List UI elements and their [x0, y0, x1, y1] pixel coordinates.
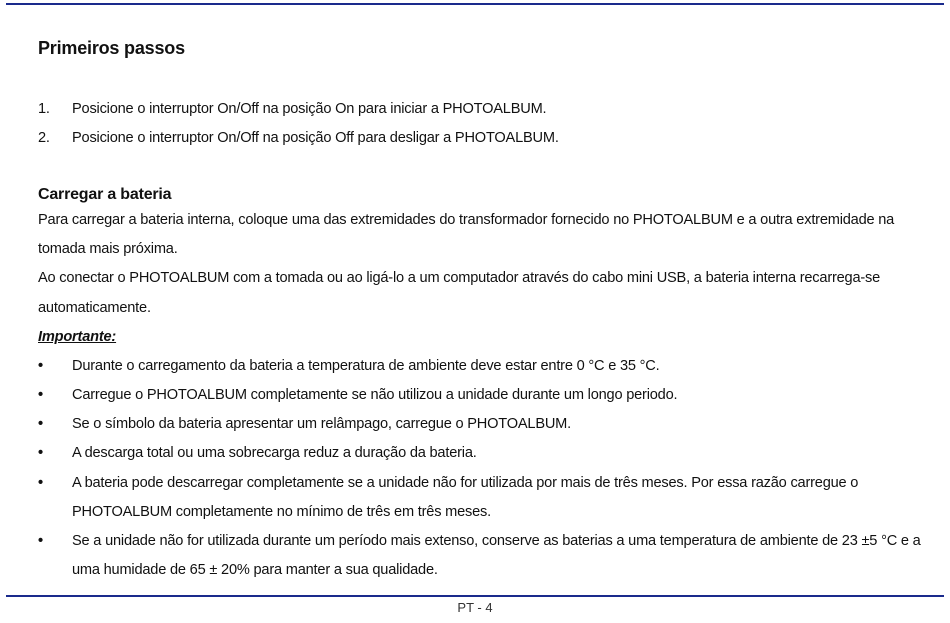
- list-item: [38, 527, 943, 585]
- top-rule: [6, 3, 944, 5]
- step-text: Posicione o interruptor On/Off na posição Off para desligar a PHOTOALBUM.: [72, 130, 559, 146]
- bullet-icon: •: [38, 533, 43, 550]
- bullet-icon: •: [38, 387, 43, 404]
- important-label: Importante:: [38, 328, 117, 345]
- important-list: [38, 352, 943, 586]
- bullet-text: Carregue o PHOTOALBUM completamente se não utilizou a unidade durante um longo periodo.: [72, 387, 678, 404]
- page-content: [38, 36, 943, 585]
- heading-carregar-bateria: Carregar a bateria: [38, 186, 172, 203]
- bullet-icon: •: [38, 416, 43, 433]
- list-item: [38, 95, 943, 124]
- bullet-text: Durante o carregamento da bateria a temperatura de ambiente deve estar entre 0 °C e 35 °C.: [72, 357, 660, 374]
- step-number: 2.: [38, 130, 50, 146]
- battery-section: [38, 184, 943, 585]
- step-text: Posicione o interruptor On/Off na posição On para iniciar a PHOTOALBUM.: [72, 101, 547, 117]
- paragraph-charging: Para carregar a bateria interna, coloque uma das extremidades do transformador fornecido no PHOTOALBUM e a outra extremidade na tomada mais próxima.: [38, 212, 895, 258]
- bullet-icon: •: [38, 474, 43, 491]
- list-item: [38, 469, 943, 527]
- list-item: [38, 352, 943, 381]
- heading-primeiros-passos: Primeiros passos: [38, 38, 185, 58]
- steps-list: [38, 95, 943, 153]
- step-number: 1.: [38, 101, 50, 117]
- bullet-text: A bateria pode descarregar completamente se a unidade não for utilizada por mais de três meses. Por essa razão carregue o PHOTOALBUM completamente no mínimo de três em três meses.: [72, 474, 859, 520]
- list-item: [38, 381, 943, 410]
- list-item: [38, 124, 943, 153]
- bullet-text: Se o símbolo da bateria apresentar um relâmpago, carregue o PHOTOALBUM.: [72, 416, 571, 433]
- list-item: [38, 410, 943, 439]
- paragraph-usb: Ao conectar o PHOTOALBUM com a tomada ou ao ligá-lo a um computador através do cabo mini USB, a bateria interna recarrega-se automaticamente.: [38, 270, 881, 316]
- page-number: PT - 4: [457, 600, 493, 615]
- bullet-icon: •: [38, 445, 43, 462]
- bullet-text: Se a unidade não for utilizada durante um período mais extenso, conserve as baterias a uma temperatura de ambiente de 23 ±5 °C e a uma humidade de 65 ± 20% para manter a sua qualidade.: [72, 533, 921, 579]
- list-item: [38, 439, 943, 468]
- bullet-icon: •: [38, 357, 43, 374]
- bottom-rule: [6, 595, 944, 597]
- bullet-text: A descarga total ou uma sobrecarga reduz a duração da bateria.: [72, 445, 477, 462]
